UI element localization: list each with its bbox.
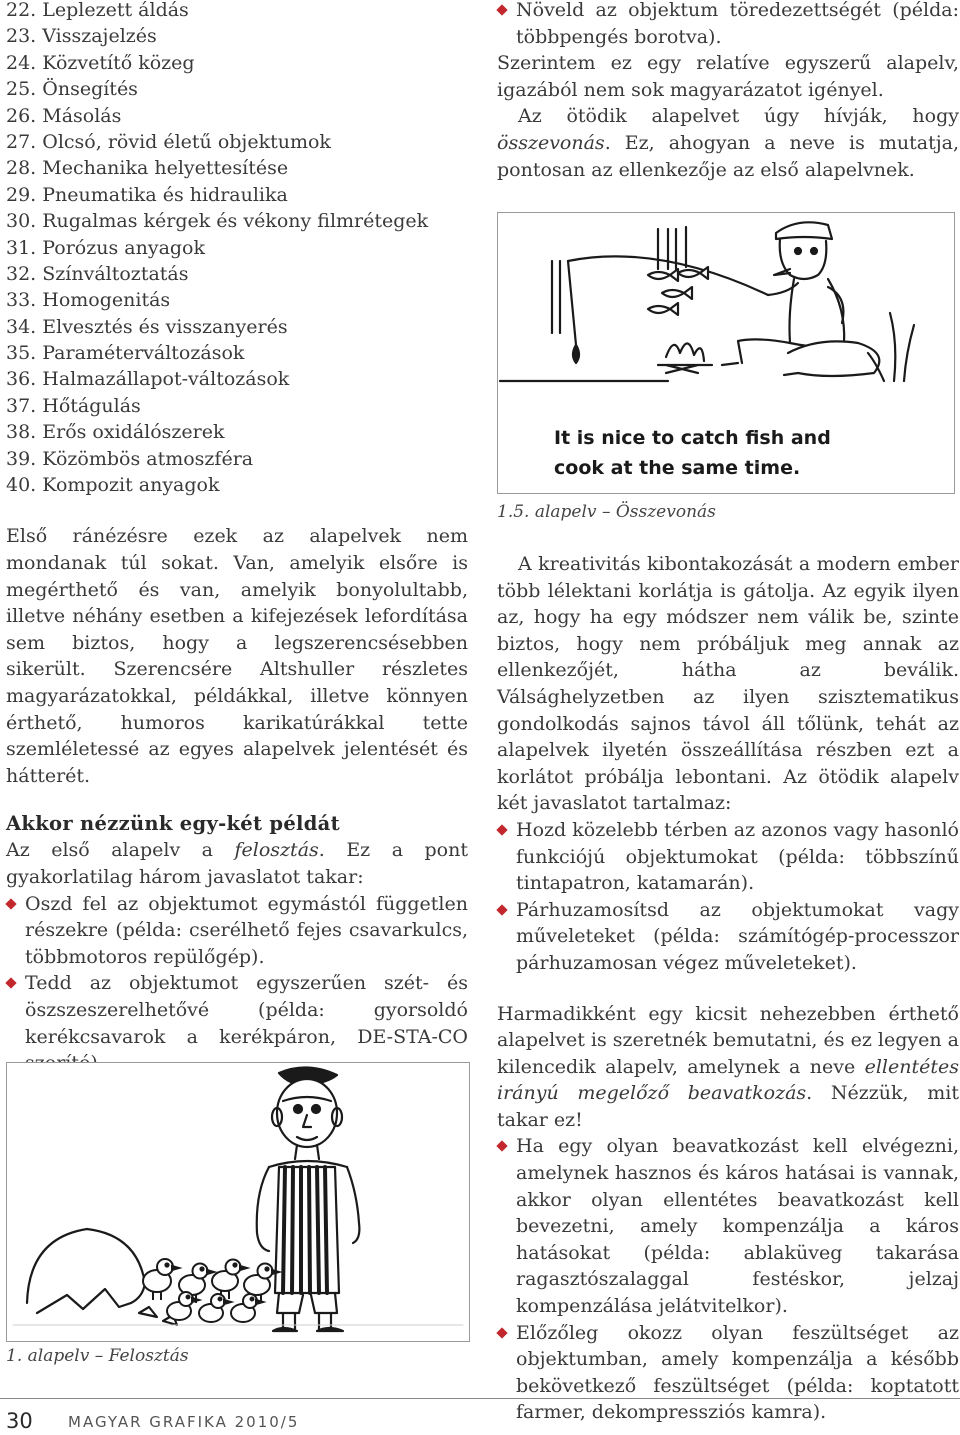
right-column-lower bbox=[497, 551, 959, 1426]
para2-end: . Ez, ahogyan a neve is mutatja, pontosan az ellenkezője az első alapelvnek. bbox=[497, 131, 959, 181]
list-item: 36. Halmazállapot-változások bbox=[6, 368, 290, 391]
bullet-text: Előzőleg okozz olyan feszültséget az objektumban, amely kompenzálja a később bekövetkező feszültséget (példa: koptatott farmer, dekompressziós kamra). bbox=[516, 1321, 959, 1424]
bullet-item bbox=[497, 1320, 959, 1426]
left-column bbox=[6, 0, 468, 1077]
diamond-bullet-icon bbox=[5, 898, 16, 909]
example-intro-term: felosztás bbox=[234, 839, 319, 862]
intro-paragraph: Első ránézésre ezek az alapelvek nem mondanak túl sokat. Van, amelyik elsőre is megérthető és van, amelyik bonyolultabb, illetve néhány esetben a kifejezések lefordítása sem biztos, hogy a legszerencsésebben sikerült. Szerencsére Altshuller részletes magyarázatokkal, példákkal, illetve könnyen érthető, humoros karikatúrákkal tette szemléletessé az egyes alapelvek jelentését és hátterét. bbox=[6, 525, 468, 787]
diamond-bullet-icon bbox=[496, 1141, 507, 1152]
paragraph: A kreativitás kibontakozását a modern ember több lélektani korlátja is gátolja. Az egyik ilyen az, hogy ha egy módszer nem válik be, szinte biztos, hogy nem próbáljuk meg annak az ellenkezőjét, hátha az beválik. Válsághelyzetben az ilyen szisztematikus gondolkodás sajnos távol áll tőlünk, tehát az alapelvek ilyetén összeállítása részben ezt a korlátot próbálja lebontani. Az ötödik alapelv két javaslatot tartalmaz: bbox=[497, 553, 959, 815]
example-intro-end: . Ez a pont gyakorlatilag három javaslatot takar: bbox=[6, 839, 468, 888]
bullet-item bbox=[497, 897, 959, 977]
list-item: 31. Porózus anyagok bbox=[6, 236, 206, 259]
list-item: 33. Homogenitás bbox=[6, 289, 171, 312]
paragraph bbox=[497, 103, 959, 183]
bullet-item bbox=[497, 817, 959, 897]
list-item: 28. Mechanika helyettesítése bbox=[6, 157, 289, 180]
principle-1-continued bbox=[497, 0, 959, 50]
para4-start: Harmadikként egy kicsit nehezebben érthető alapelvet is szeretnék bemutatni, és ez legyen a kilencedik alapelv, amelynek a neve bbox=[497, 1002, 959, 1078]
list-item: 40. Kompozit anyagok bbox=[6, 474, 220, 497]
list-item: 22. Leplezett áldás bbox=[6, 0, 189, 21]
list-item: 35. Paraméterváltozások bbox=[6, 342, 245, 365]
diamond-bullet-icon bbox=[496, 4, 507, 15]
list-item: 27. Olcsó, rövid életű objektumok bbox=[6, 130, 331, 153]
list-item: 32. Színváltoztatás bbox=[6, 262, 189, 285]
figure-caption-osszevonas: 1.5. alapelv – Összevonás bbox=[497, 502, 716, 522]
diamond-bullet-icon bbox=[496, 1327, 507, 1338]
section-heading: Akkor nézzünk egy-két példát bbox=[6, 812, 340, 836]
footer-rule bbox=[0, 1398, 960, 1399]
page-number: 30 bbox=[6, 1409, 33, 1433]
cartoon-line-1: It is nice to catch fish and bbox=[554, 427, 831, 449]
para2-start: Az ötödik alapelvet úgy hívják, hogy bbox=[518, 105, 959, 128]
bullet-text: Növeld az objektum töredezettségét (példa: többpengés borotva). bbox=[516, 0, 959, 48]
right-column bbox=[497, 0, 959, 183]
principle-1-bullets bbox=[6, 891, 468, 1077]
list-item: 34. Elvesztés és visszanyerés bbox=[6, 315, 288, 338]
list-item: 30. Rugalmas kérgek és vékony filmrétegek bbox=[6, 210, 429, 233]
cartoon-line-2: cook at the same time. bbox=[554, 457, 801, 479]
example-intro bbox=[6, 837, 468, 890]
figure-caption-felosztas: 1. alapelv – Felosztás bbox=[6, 1346, 189, 1366]
chicks-cartoon-illustration bbox=[7, 1063, 469, 1341]
bullet-text: Párhuzamosítsd az objektumokat vagy műveleteket (példa: számítógép-processzor párhuzamosan végez műveleteket). bbox=[516, 898, 959, 974]
cartoon-caption bbox=[554, 423, 831, 483]
bullet-item bbox=[6, 891, 468, 971]
list-item: 38. Erős oxidálószerek bbox=[6, 421, 225, 444]
diamond-bullet-icon bbox=[496, 904, 507, 915]
para2-term: összevonás bbox=[497, 131, 605, 154]
list-item: 25. Önsegítés bbox=[6, 78, 138, 101]
principle-5-bullets bbox=[497, 817, 959, 977]
para4-term: ellentétes irányú megelőző beavatkozás bbox=[497, 1055, 959, 1105]
principle-9-bullets bbox=[497, 1133, 959, 1426]
list-item: 29. Pneumatika és hidraulika bbox=[6, 183, 288, 206]
bullet-text: Hozd közelebb térben az azonos vagy hasonló funkciójú objektumokat (példa: többszínű tintapatron, katamarán). bbox=[516, 818, 959, 895]
example-intro-start: Az első alapelv a bbox=[6, 839, 235, 862]
list-item: 39. Közömbös atmoszféra bbox=[6, 447, 254, 470]
list-item: 37. Hőtágulás bbox=[6, 394, 141, 417]
magazine-name: MAGYAR GRAFIKA 2010/5 bbox=[68, 1413, 300, 1431]
diamond-bullet-icon bbox=[5, 978, 16, 989]
principles-list bbox=[6, 0, 468, 498]
list-item: 26. Másolás bbox=[6, 104, 122, 127]
list-item: 23. Visszajelzés bbox=[6, 25, 157, 48]
bullet-text: Tedd az objektumot egyszerűen szét- és öszszeszerelhetővé (példa: gyorsoldó kerékcsavarok a kerékpáron, DE-STA-CO bbox=[25, 972, 468, 1048]
bullet-item bbox=[497, 0, 959, 50]
paragraph: Szerintem ez egy relatíve egyszerű alapelv, igazából nem sok magyarázatot igényel. bbox=[497, 52, 959, 101]
figure-osszevonas bbox=[497, 212, 955, 494]
bullet-item bbox=[6, 970, 468, 1076]
para4-end: . Nézzük, mit takar ez! bbox=[497, 1082, 959, 1131]
diamond-bullet-icon bbox=[496, 824, 507, 835]
bullet-text: Ha egy olyan beavatkozást kell elvégezni, amelynek hasznos és káros hatásai is vannak, akkor olyan ellentétes beavatkozást kell bevezetni, amely kompenzálja a káros hatásokat (példa: ablaküveg takarása ragasztószalaggal festéskor, jelzaj kompenzálása jelátvitelkor). bbox=[516, 1135, 959, 1318]
bullet-item bbox=[497, 1133, 959, 1319]
paragraph bbox=[497, 1001, 959, 1134]
list-item: 24. Közvetítő közeg bbox=[6, 51, 195, 74]
figure-felosztas bbox=[6, 1062, 470, 1342]
bullet-text: Oszd fel az objektumot egymástól független részekre (példa: cserélhető fejes csavarkulcs, többmotoros repülőgép). bbox=[25, 892, 468, 968]
